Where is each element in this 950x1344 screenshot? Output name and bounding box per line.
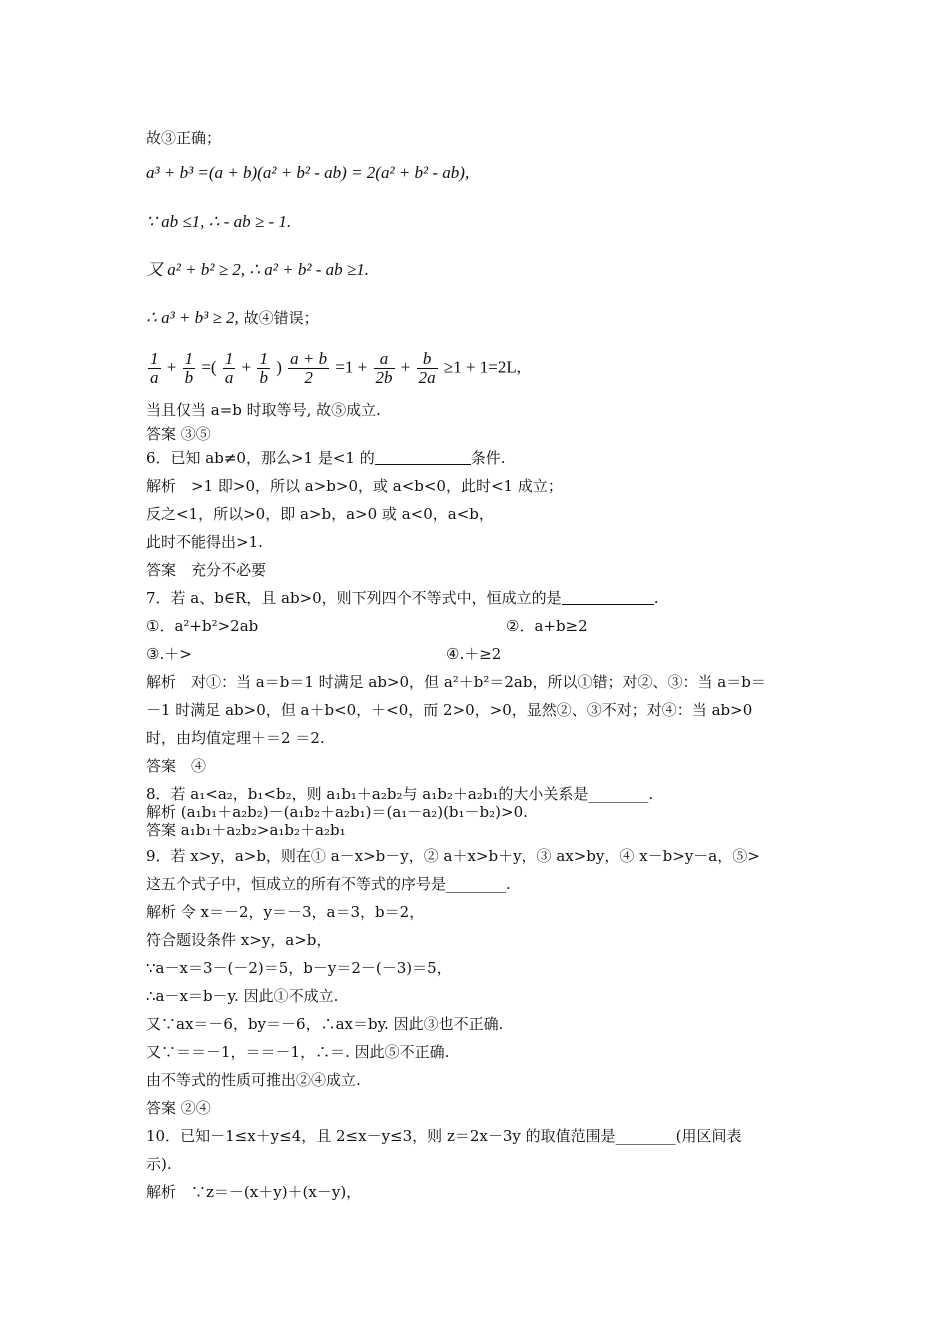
fraction: $\frac{1}{a}$ (150, 349, 159, 387)
formula-line: 又 a² + b² ≥ 2, ∴ a² + b² - ab ≥1. (146, 260, 369, 279)
text-line: 由不等式的性质可推出②④成立. (146, 1071, 361, 1089)
formula-tail: ≥1 + 1=2L, (443, 357, 522, 377)
fraction: $\frac{a}{2b}$ (375, 349, 393, 387)
answer-line: 答案 a₁b₁＋a₂b₂>a₁b₂＋a₂b₁ (146, 821, 346, 839)
text-line: －1 时满足 ab>0，但 a＋b<0，＋<0，而 2>0，>0，显然②、③不对；对④：当 ab>0 (146, 701, 753, 719)
option-line: ②．a+b≥2 (506, 617, 588, 635)
fraction-formula-line: $\frac{1}{a}$ + $\frac{1}{b}$ =( $\frac{1}{a}$ + $\frac{1}{b}$ ) $\frac{a + b}{2}$ =1 + $\frac{a}{2b}$ + $\frac{b}{2a}$ ≥1 + 1=2L, (150, 349, 522, 387)
text-line: 又∵＝＝－1，＝＝－1，∴＝. 因此⑤不正确. (146, 1043, 450, 1061)
text-line: 解析 令 x＝－2，y＝－3，a＝3，b＝2， (146, 903, 425, 921)
text-line: 当且仅当 a=b 时取等号, 故⑤成立. (146, 401, 381, 419)
question-line: 8．若 a₁<a₂，b₁<b₂，则 a₁b₁＋a₂b₂与 a₁b₂＋a₂b₁的大小关系是________. (146, 785, 654, 803)
answer-line: 答案 ③⑤ (146, 425, 211, 443)
text-line: 符合题设条件 x>y，a>b， (146, 931, 332, 949)
question-line: 6．已知 ab≠0，那么>1 是<1 的 条件. (146, 449, 506, 467)
text-line: ∵a－x＝3－(－2)＝5，b－y＝2－(－3)＝5， (146, 959, 452, 977)
formula-line (146, 308, 319, 328)
text-line: 解析 >1 即>0，所以 a>b>0，或 a<b<0，此时<1 成立； (146, 477, 563, 495)
answer-blank (375, 450, 471, 465)
option-line: ①．a²+b²>2ab (146, 617, 259, 635)
text-line: ∴a－x＝b－y. 因此①不成立. (146, 987, 339, 1005)
fraction: $\frac{b}{2a}$ (418, 349, 436, 387)
formula-line: a³ + b³ =(a + b)(a² + b² - ab) = 2(a² + b² - ab), (146, 163, 470, 182)
fraction: $\frac{a + b}{2}$ (290, 349, 328, 387)
fraction: $\frac{1}{b}$ (259, 349, 268, 387)
text-line: 解析 ∵z＝－(x＋y)＋(x－y)， (146, 1183, 362, 1201)
formula-line: ∵ ab ≤1, ∴ - ab ≥ - 1. (146, 212, 292, 231)
text-line: 示). (146, 1155, 172, 1173)
answer-line: 答案 充分不必要 (146, 561, 267, 579)
answer-blank (562, 590, 654, 605)
text-line: 又∵ax＝－6，by＝－6，∴ax＝by. 因此③也不正确. (146, 1015, 504, 1033)
question-line: 9．若 x>y，a>b，则在① a－x>b－y，② a＋x>b＋y，③ ax>by，④ x－b>y－a，⑤> (146, 847, 760, 865)
question-line: 10．已知－1≤x＋y≤4，且 2≤x－y≤3，则 z＝2x－3y 的取值范围是________(用区间表 (146, 1127, 742, 1145)
answer-line: 答案 ④ (146, 757, 207, 775)
text-part: 故④错误； (243, 309, 319, 327)
text-line: 反之<1，所以>0，即 a>b，a>0 或 a<0，a<b， (146, 505, 494, 523)
answer-line: 答案 ②④ (146, 1099, 211, 1117)
text-line: 此时不能得出>1. (146, 533, 263, 551)
text-line: 时，由均值定理＋＝2 ＝2. (146, 729, 325, 747)
text-line: 解析 (a₁b₁＋a₂b₂)－(a₁b₂＋a₂b₁)＝(a₁－a₂)(b₁－b₂)>0. (146, 803, 528, 821)
text-line: 故③正确； (146, 129, 222, 147)
formula-part: ∴ a³ + b³ ≥ 2, (146, 308, 239, 327)
text-line: 这五个式子中，恒成立的所有不等式的序号是________. (146, 875, 511, 893)
text-line: 解析 对①：当 a＝b＝1 时满足 ab>0，但 a²＋b²＝2ab，所以①错；对②、③：当 a＝b＝ (146, 673, 766, 691)
option-line: ④.＋≥2 (446, 645, 502, 663)
fraction: $\frac{1}{a}$ (224, 349, 234, 387)
question-line: 7．若 a、b∈R，且 ab>0，则下列四个不等式中，恒成立的是 . (146, 589, 659, 607)
fraction: $\frac{1}{b}$ (184, 349, 194, 387)
option-line: ③.＋> (146, 645, 192, 663)
